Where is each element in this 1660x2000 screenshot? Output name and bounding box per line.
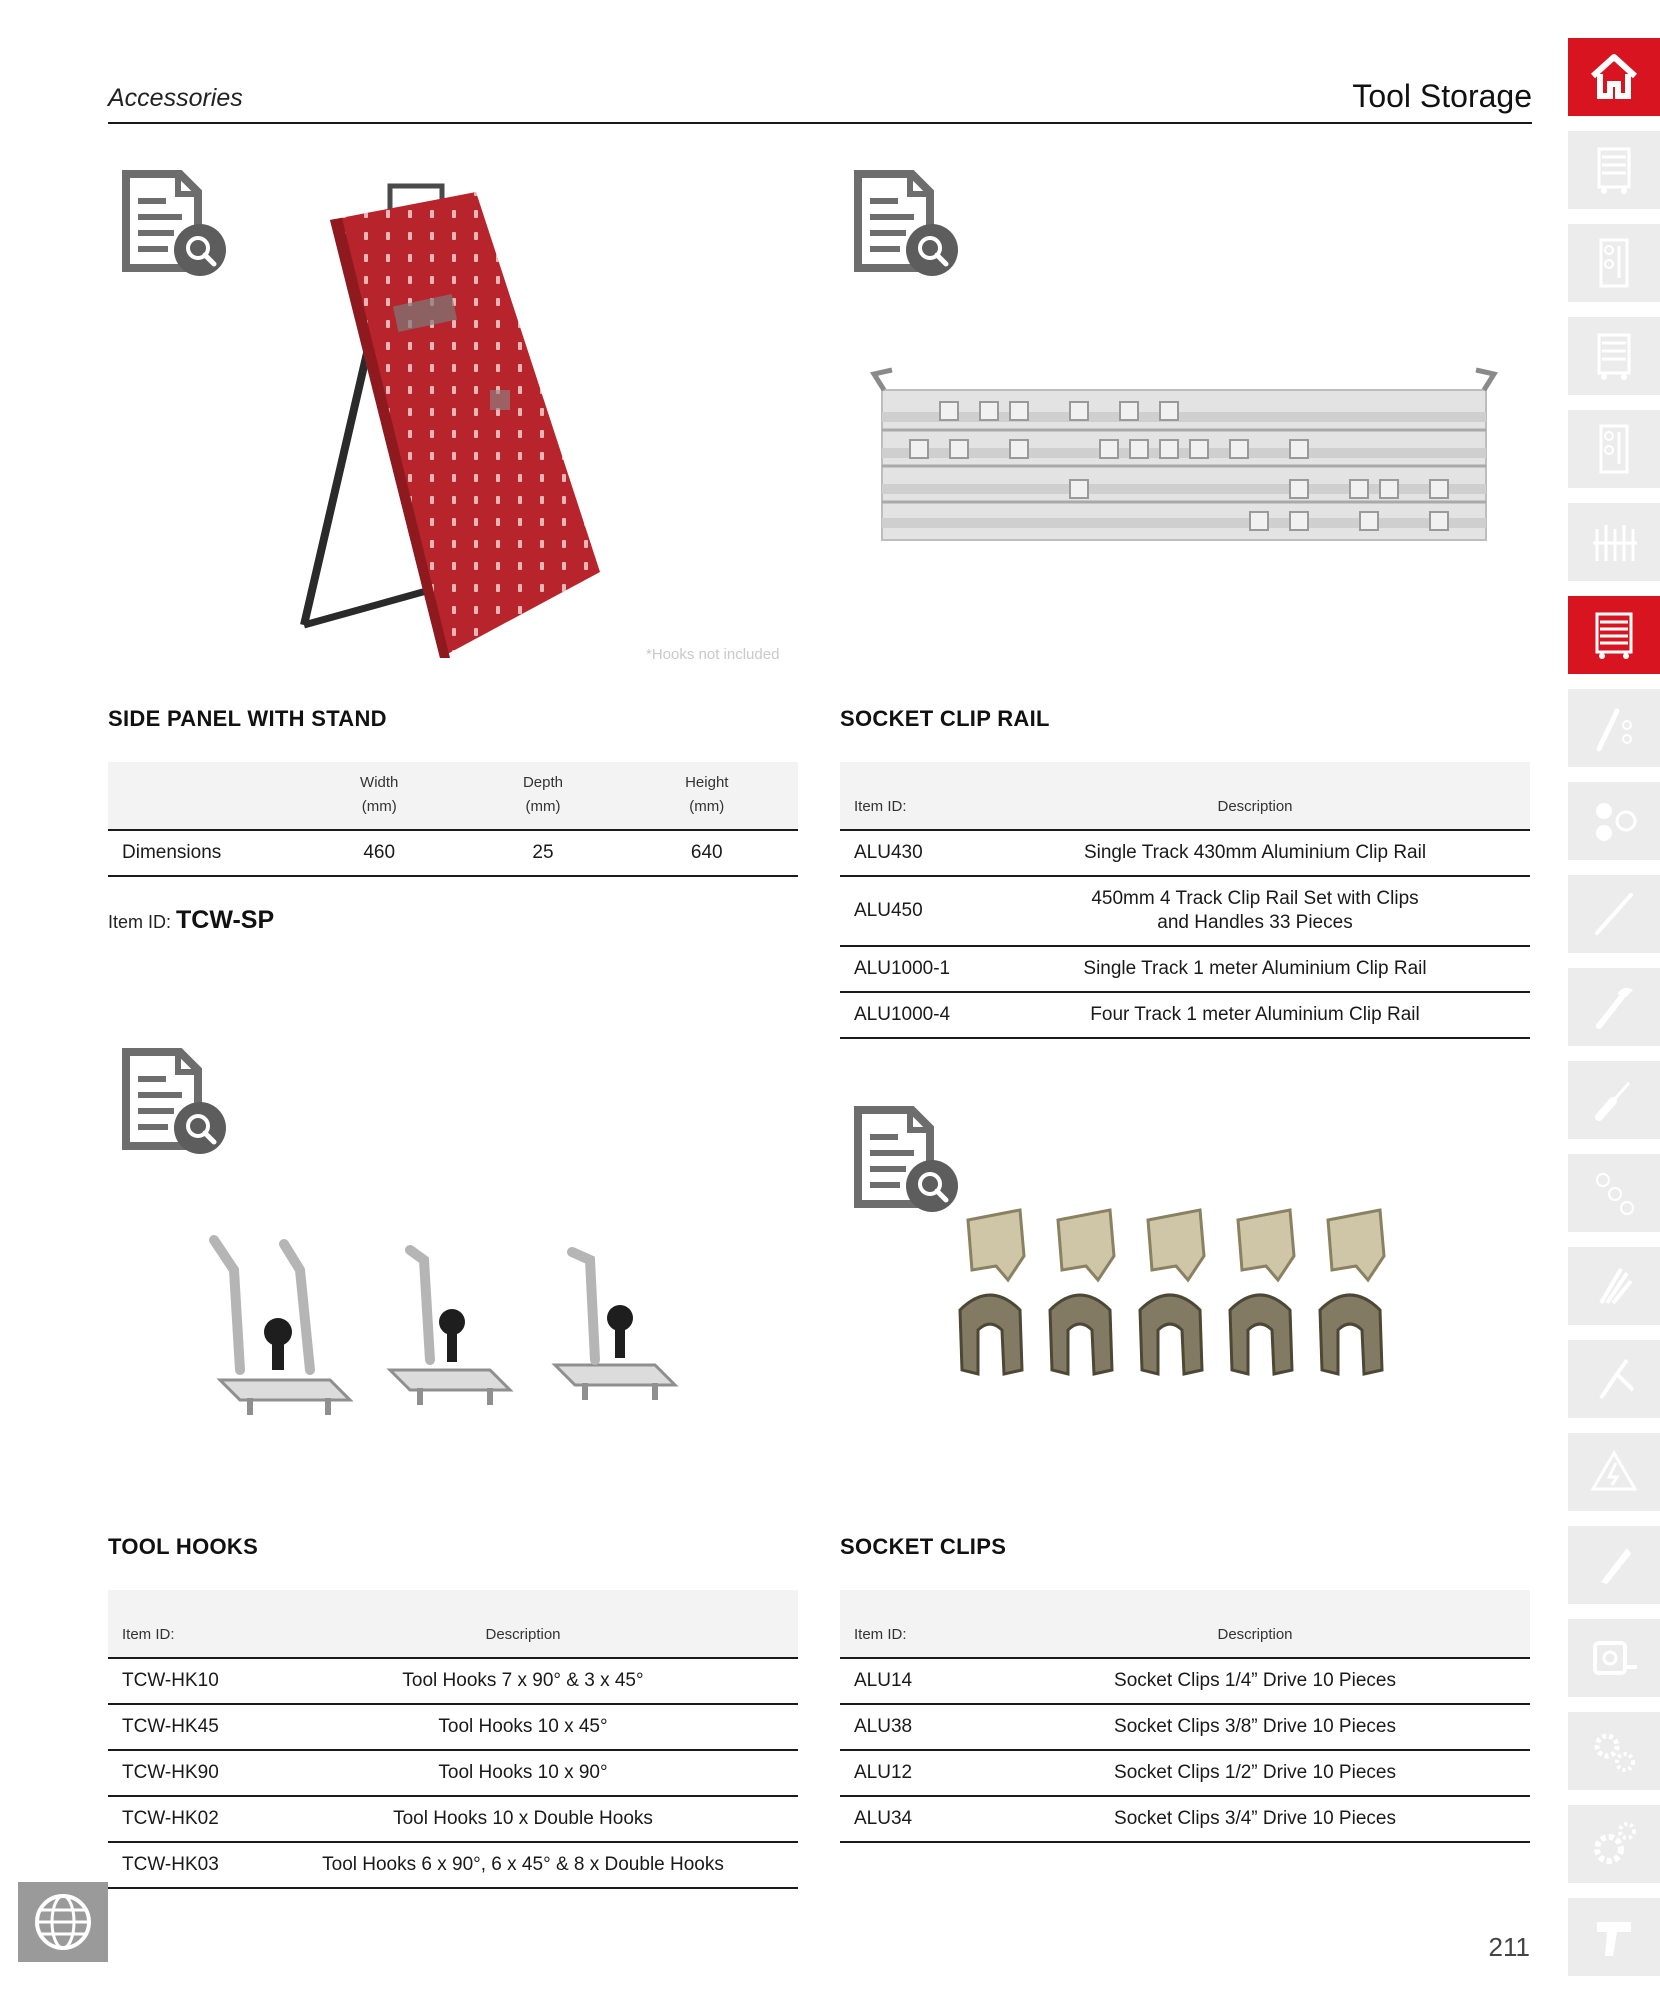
- page-title: Tool Storage: [1352, 78, 1532, 114]
- nav-mechanical[interactable]: [1568, 1805, 1660, 1883]
- description-cell: Socket Clips 1/4” Drive 10 Pieces: [980, 1658, 1530, 1704]
- item-id-value: TCW-SP: [176, 906, 275, 934]
- page-number: 211: [1488, 1932, 1530, 1962]
- table-row: [108, 830, 798, 876]
- table-row: [108, 1658, 798, 1704]
- tool-storage-icon: [1587, 608, 1641, 662]
- table-row: [840, 1796, 1530, 1842]
- home-icon: [1587, 50, 1641, 104]
- table-header-description: Description: [980, 1590, 1530, 1658]
- width-value: 460: [288, 830, 470, 876]
- socket-clip-rail-image: [870, 360, 1500, 560]
- socket-clips-table: [840, 1590, 1530, 1843]
- tool-hooks-table: [108, 1590, 798, 1889]
- nav-tool-tray[interactable]: [1568, 224, 1660, 302]
- table-row: [840, 1750, 1530, 1796]
- tool-tray-icon: [1587, 236, 1641, 290]
- nav-electrical[interactable]: [1568, 1433, 1660, 1511]
- hooks-note: *Hooks not included: [646, 646, 780, 663]
- table-header-description: Description: [980, 762, 1530, 830]
- description-cell: Single Track 1 meter Aluminium Clip Rail: [980, 946, 1530, 992]
- nav-air-tools[interactable]: [1568, 1898, 1660, 1976]
- document-search-icon[interactable]: [850, 1104, 960, 1214]
- socket-icon: [1587, 794, 1641, 848]
- item-id-cell: TCW-HK45: [108, 1704, 248, 1750]
- table-row: [840, 946, 1530, 992]
- screwdriver-icon: [1587, 887, 1641, 941]
- item-id-cell: TCW-HK90: [108, 1750, 248, 1796]
- item-id-cell: ALU14: [840, 1658, 980, 1704]
- item-id-cell: ALU34: [840, 1796, 980, 1842]
- tool-set-icon: [1587, 515, 1641, 569]
- item-id-cell: TCW-HK02: [108, 1796, 248, 1842]
- item-id-cell: TCW-HK03: [108, 1842, 248, 1888]
- nav-spanners[interactable]: [1568, 968, 1660, 1046]
- item-id-cell: ALU1000-1: [840, 946, 980, 992]
- side-panel-item-id: [108, 906, 274, 935]
- nav-screwdrivers[interactable]: [1568, 1061, 1660, 1139]
- description-cell: Socket Clips 1/2” Drive 10 Pieces: [980, 1750, 1530, 1796]
- nav-screwdrivers[interactable]: [1568, 875, 1660, 953]
- nav-bits[interactable]: [1568, 1154, 1660, 1232]
- description-cell: Tool Hooks 10 x Double Hooks: [248, 1796, 798, 1842]
- description-cell: Tool Hooks 7 x 90° & 3 x 45°: [248, 1658, 798, 1704]
- description-cell: Four Track 1 meter Aluminium Clip Rail: [980, 992, 1530, 1038]
- row-label: Dimensions: [108, 830, 288, 876]
- height-value: 640: [616, 830, 798, 876]
- item-id-cell: ALU430: [840, 830, 980, 876]
- nav-tool-tray[interactable]: [1568, 410, 1660, 488]
- measuring-tape-icon: [1587, 1631, 1641, 1685]
- description-cell: Tool Hooks 10 x 45°: [248, 1704, 798, 1750]
- item-id-cell: ALU12: [840, 1750, 980, 1796]
- header-divider: [108, 122, 1532, 124]
- socket-clip-rail-table: [840, 762, 1530, 1039]
- table-row: [840, 876, 1530, 946]
- tool-tray-icon: [1587, 422, 1641, 476]
- description-cell: Socket Clips 3/8” Drive 10 Pieces: [980, 1704, 1530, 1750]
- nav-tool-set[interactable]: [1568, 503, 1660, 581]
- gears-icon: [1587, 1724, 1641, 1778]
- item-id-cell: ALU1000-4: [840, 992, 980, 1038]
- description-cell: 450mm 4 Track Clip Rail Set with Clips and Handles 33 Pieces: [980, 876, 1530, 946]
- table-row: [840, 992, 1530, 1038]
- nav-measuring[interactable]: [1568, 1619, 1660, 1697]
- item-id-label: Item ID:: [108, 912, 172, 932]
- air-tool-icon: [1587, 1910, 1641, 1964]
- website-button[interactable]: [18, 1882, 108, 1962]
- side-panel-title: SIDE PANEL WITH STAND: [108, 706, 387, 731]
- nav-home[interactable]: [1568, 38, 1660, 116]
- table-header-height: Height (mm): [616, 762, 798, 830]
- table-header: [108, 762, 288, 830]
- nav-knives[interactable]: [1568, 1526, 1660, 1604]
- description-cell: Tool Hooks 6 x 90°, 6 x 45° & 8 x Double Hooks: [248, 1842, 798, 1888]
- description-cell: Tool Hooks 10 x 90°: [248, 1750, 798, 1796]
- item-id-cell: TCW-HK10: [108, 1658, 248, 1704]
- knife-icon: [1587, 1538, 1641, 1592]
- tool-hooks-image: [200, 1200, 710, 1430]
- table-header-description: Description: [248, 1590, 798, 1658]
- document-search-icon[interactable]: [118, 168, 228, 278]
- nav-tool-cabinet[interactable]: [1568, 131, 1660, 209]
- table-row: [108, 1796, 798, 1842]
- item-id-cell: ALU38: [840, 1704, 980, 1750]
- category-nav: [1568, 38, 1660, 1991]
- table-header-item-id: Item ID:: [108, 1590, 248, 1658]
- nav-gears[interactable]: [1568, 1712, 1660, 1790]
- nav-wrench-set[interactable]: [1568, 689, 1660, 767]
- nav-pliers[interactable]: [1568, 1340, 1660, 1418]
- bits-icon: [1587, 1166, 1641, 1220]
- table-row: [108, 1704, 798, 1750]
- document-search-icon[interactable]: [118, 1046, 228, 1156]
- section-label: Accessories: [108, 84, 243, 112]
- tool-cabinet-icon: [1587, 329, 1641, 383]
- socket-clip-rail-title: SOCKET CLIP RAIL: [840, 706, 1050, 731]
- tool-hooks-title: TOOL HOOKS: [108, 1534, 259, 1559]
- table-row: [840, 1658, 1530, 1704]
- screwdriver-icon: [1587, 1073, 1641, 1127]
- table-header-depth: Depth (mm): [470, 762, 615, 830]
- side-panel-dimensions-table: [108, 762, 798, 877]
- nav-tool-storage[interactable]: [1568, 596, 1660, 674]
- table-row: [840, 1704, 1530, 1750]
- side-panel-image: [290, 180, 630, 670]
- electrical-warning-icon: [1587, 1445, 1641, 1499]
- multi-tool-icon: [1587, 1259, 1641, 1313]
- description-cell: Socket Clips 3/4” Drive 10 Pieces: [980, 1796, 1530, 1842]
- wrench-set-icon: [1587, 701, 1641, 755]
- nav-sockets[interactable]: [1568, 782, 1660, 860]
- nav-multi-tools[interactable]: [1568, 1247, 1660, 1325]
- tool-cabinet-icon: [1587, 143, 1641, 197]
- table-header-item-id: Item ID:: [840, 762, 980, 830]
- document-search-icon[interactable]: [850, 168, 960, 278]
- table-row: [108, 1842, 798, 1888]
- depth-value: 25: [470, 830, 615, 876]
- table-row: [108, 1750, 798, 1796]
- item-id-cell: ALU450: [840, 876, 980, 946]
- globe-icon: [31, 1890, 95, 1954]
- description-cell: Single Track 430mm Aluminium Clip Rail: [980, 830, 1530, 876]
- nav-tool-cabinet[interactable]: [1568, 317, 1660, 395]
- spanner-icon: [1587, 980, 1641, 1034]
- pliers-icon: [1587, 1352, 1641, 1406]
- socket-clips-image: [950, 1200, 1430, 1430]
- table-header-item-id: Item ID:: [840, 1590, 980, 1658]
- table-header-width: Width (mm): [288, 762, 470, 830]
- table-row: [840, 830, 1530, 876]
- gear-icon: [1587, 1817, 1641, 1871]
- socket-clips-title: SOCKET CLIPS: [840, 1534, 1007, 1559]
